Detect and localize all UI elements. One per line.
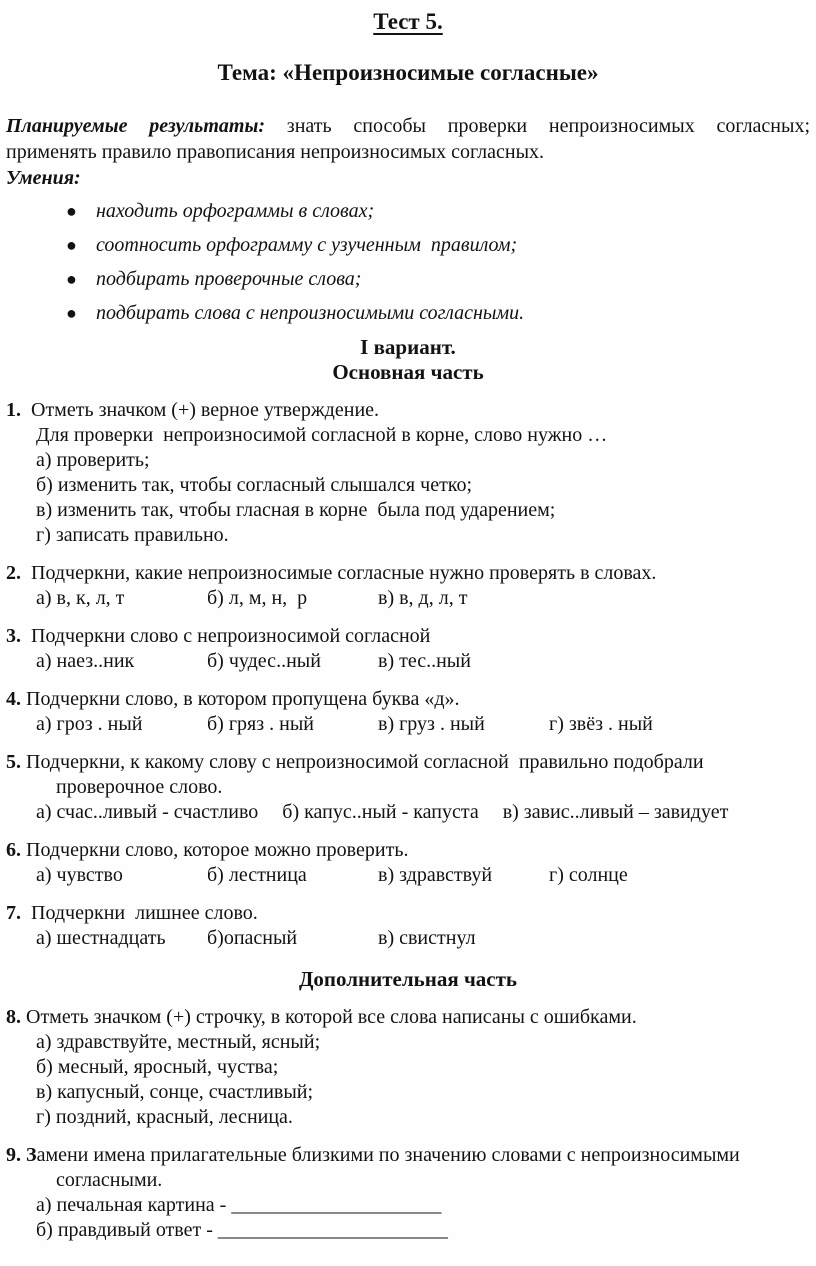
answer-option: а) шестнадцать <box>36 927 166 949</box>
bullet-icon: ● <box>66 235 77 255</box>
question-text: Подчеркни слово, в котором пропущена буква «д». <box>26 688 460 710</box>
answer-option: в) капусный, сонце, счастливый; <box>36 1081 314 1103</box>
skill-text: подбирать слова с непроизносимыми согласными. <box>96 302 525 324</box>
answer-options-row <box>6 586 810 611</box>
answer-option: г) звёз . ный <box>549 713 653 735</box>
test-title-text: Тест 5. <box>373 9 443 34</box>
bullet-icon: ● <box>66 201 77 221</box>
question-number: 7. <box>6 902 31 924</box>
answer-option: б) гряз . ный <box>207 713 314 735</box>
question-number: 4. <box>6 688 26 710</box>
answer-option: в) тес..ный <box>378 650 471 672</box>
planned-results-line2: применять правило правописания непроизносимых согласных. <box>6 141 545 163</box>
test-title <box>6 8 810 35</box>
planned-results-label: Планируемые результаты: <box>6 115 265 137</box>
answer-options-row <box>6 712 810 737</box>
answer-option: б) капус..ный - капуста <box>282 801 479 823</box>
answer-option: в) свистнул <box>378 927 476 949</box>
answer-option: в) завис..ливый – завидует <box>502 801 729 823</box>
question-text: Подчеркни, к какому слову с непроизносимой согласной правильно подобрали <box>26 751 704 773</box>
question-text: амени имена прилагательные близкими по значению словами с непроизносимыми <box>36 1144 740 1166</box>
question-number: 6. <box>6 839 26 861</box>
question-head <box>6 901 810 926</box>
question <box>6 838 810 888</box>
skill-text: находить орфограммы в словах; <box>96 200 375 222</box>
answer-option: б) л, м, н, р <box>207 587 308 609</box>
question-head <box>6 561 810 586</box>
question <box>6 687 810 737</box>
answer-option: а) печальная картина - _____________________ <box>36 1194 442 1216</box>
answer-option: в) изменить так, чтобы гласная в корне была под ударением; <box>36 499 556 521</box>
question <box>6 561 810 611</box>
planned-results-text: знать способы проверки непроизносимых согласных; <box>286 115 811 137</box>
answer-option: б) лестница <box>207 864 307 886</box>
main-questions <box>6 398 810 951</box>
question-text: Подчеркни слово с непроизносимой согласной <box>31 625 431 647</box>
question-number: 8. <box>6 1006 26 1028</box>
answer-option: в) здравствуй <box>378 864 493 886</box>
question-number: 9. З <box>6 1144 37 1166</box>
answer-option: в) в, д, л, т <box>378 587 468 609</box>
question-text: Подчеркни, какие непроизносимые согласные нужно проверять в словах. <box>31 562 657 584</box>
bullet-icon: ● <box>66 303 77 323</box>
question <box>6 750 810 825</box>
answer-options-row <box>6 863 810 888</box>
question-number: 5. <box>6 751 26 773</box>
skill-item <box>66 301 810 326</box>
answer-option: а) счас..ливый - счастливо <box>36 801 259 823</box>
question-head <box>6 398 810 423</box>
question-text-continued: проверочное слово. <box>56 776 223 798</box>
question-head <box>6 838 810 863</box>
answer-option: а) проверить; <box>36 449 150 471</box>
answer-options-row <box>6 800 810 825</box>
skill-text: соотносить орфограмму с узученным правилом; <box>96 234 518 256</box>
question-text: Подчеркни слово, которое можно проверить. <box>26 839 409 861</box>
answer-options-row <box>6 649 810 674</box>
variant-heading: I вариант. <box>360 335 456 359</box>
answer-lines <box>6 1030 810 1130</box>
answer-option: в) груз . ный <box>378 713 485 735</box>
skills-list <box>6 199 810 326</box>
answer-option: а) чувство <box>36 864 123 886</box>
question <box>6 901 810 951</box>
skill-item <box>66 233 810 258</box>
answer-lines <box>6 1193 810 1243</box>
answer-option: г) солнце <box>549 864 628 886</box>
question-head <box>6 687 810 712</box>
answer-lines <box>6 423 810 548</box>
answer-option: а) гроз . ный <box>36 713 143 735</box>
question <box>6 1005 810 1130</box>
answer-option: г) записать правильно. <box>36 524 229 546</box>
question-number: 3. <box>6 625 31 647</box>
question <box>6 398 810 548</box>
answer-option: б)опасный <box>207 927 298 949</box>
skill-item <box>66 267 810 292</box>
answer-options-row <box>6 926 810 951</box>
answer-option: г) поздний, красный, лесница. <box>36 1106 293 1128</box>
skill-item <box>66 199 810 224</box>
main-part-heading: Основная часть <box>332 360 484 384</box>
answer-option: б) правдивый ответ - _______________________ <box>36 1219 448 1241</box>
answer-option: а) в, к, л, т <box>36 587 125 609</box>
planned-results-line1 <box>6 113 810 139</box>
question <box>6 624 810 674</box>
question <box>6 1143 810 1243</box>
question-head <box>6 1143 810 1168</box>
answer-option: б) изменить так, чтобы согласный слышался четко; <box>36 474 473 496</box>
question-text: Подчеркни лишнее слово. <box>31 902 258 924</box>
bullet-icon: ● <box>66 269 77 289</box>
skill-text: подбирать проверочные слова; <box>96 268 362 290</box>
question-number: 2. <box>6 562 31 584</box>
skills-label: Умения: <box>6 167 81 189</box>
additional-part-heading: Дополнительная часть <box>298 967 518 991</box>
answer-option: а) наез..ник <box>36 650 135 672</box>
answer-option: б) чудес..ный <box>207 650 321 672</box>
question-text: Отметь значком (+) верное утверждение. <box>31 399 380 421</box>
question-head <box>6 1005 810 1030</box>
question-head <box>6 624 810 649</box>
answer-option: а) здравствуйте, местный, ясный; <box>36 1031 321 1053</box>
additional-questions <box>6 1005 810 1243</box>
test-theme: Тема: «Непроизносимые согласные» <box>217 60 599 85</box>
question-text: Отметь значком (+) строчку, в которой все слова написаны с ошибками. <box>26 1006 637 1028</box>
answer-option: б) месный, яросный, чуства; <box>36 1056 279 1078</box>
question-head <box>6 750 810 775</box>
question-text-continued: согласными. <box>56 1169 163 1191</box>
answer-option: Для проверки непроизносимой согласной в корне, слово нужно … <box>36 424 608 446</box>
question-number: 1. <box>6 399 31 421</box>
